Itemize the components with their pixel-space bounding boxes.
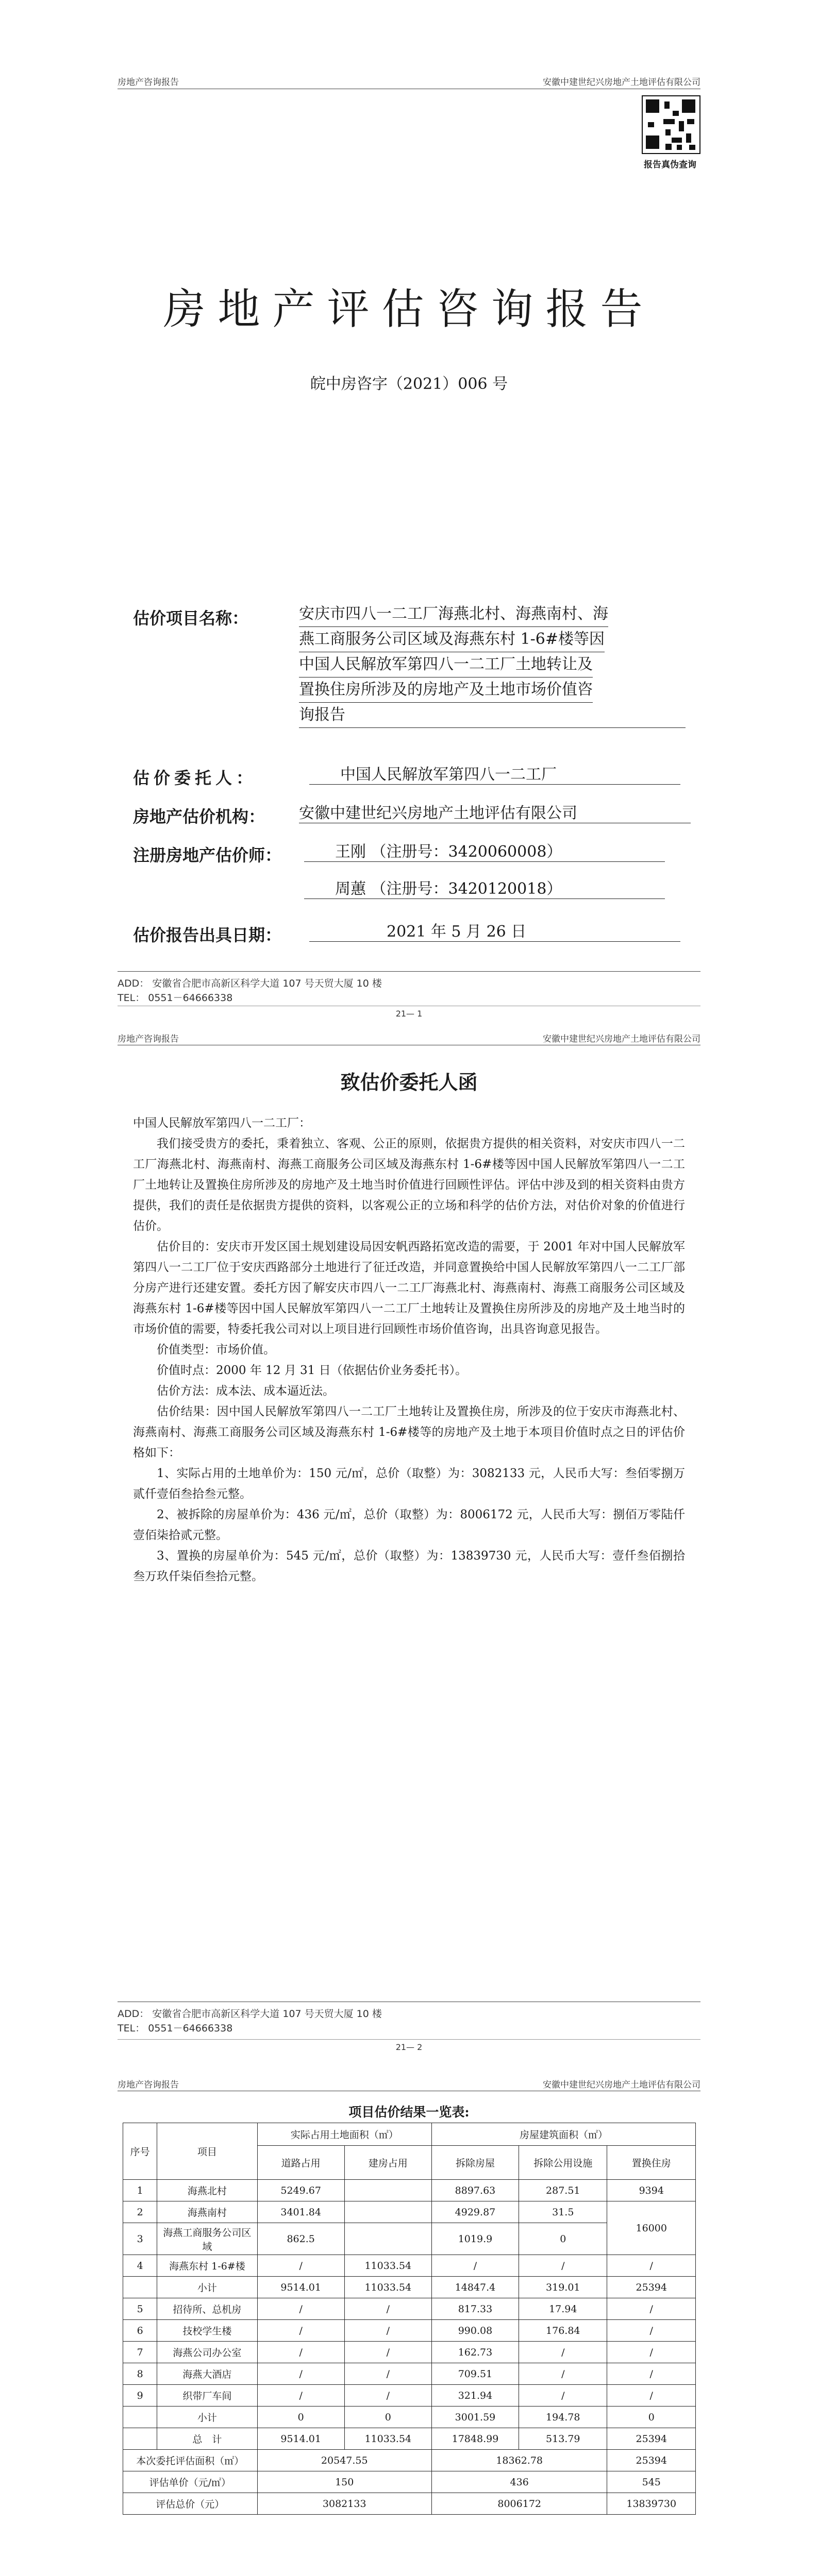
subtotal-row <box>123 2406 696 2428</box>
cell: 862.5 <box>257 2223 344 2255</box>
letter-paragraph: 估价结果：因中国人民解放军第四八一二工厂土地转让及置换住房，所涉及的位于安庆市海燕北村、海燕南村、海燕工商服务公司区域及海燕东村 1-6#楼等的房地产及土地于本项目价值时点之日的评估价格如下： <box>133 1405 685 1460</box>
appraiser-1: 王刚 （注册号：3420060008） <box>304 839 665 862</box>
page-number-1: 21— 1 <box>395 1009 423 1019</box>
header-left: 房地产咨询报告 <box>118 77 179 88</box>
cell: 545 <box>607 2471 696 2493</box>
cell: 9514.01 <box>257 2428 344 2450</box>
letter-paragraph: 价值类型：市场价值。 <box>157 1343 275 1357</box>
cell: 本次委托评估面积（㎡） <box>123 2450 258 2471</box>
cell <box>344 2180 431 2201</box>
cell: 5249.67 <box>257 2180 344 2201</box>
result-item: 2、被拆除的房屋单价为：436 元/㎡，总价（取整）为：8006172 元，人民币大写：捌佰万零陆仟壹佰柒拾贰元整。 <box>133 1508 685 1542</box>
cell: 17.94 <box>519 2298 607 2320</box>
estimate-table <box>123 2123 696 2515</box>
cell: / <box>607 2320 696 2342</box>
page-number-2: 21— 2 <box>395 2042 423 2052</box>
cell: 8897.63 <box>431 2180 519 2201</box>
cell: 5 <box>123 2298 157 2320</box>
cell: / <box>257 2320 344 2342</box>
cell: 2 <box>123 2201 157 2223</box>
col-replace: 置换住房 <box>607 2146 696 2180</box>
header-right: 安徽中建世纪兴房地产土地评估有限公司 <box>543 1034 700 1044</box>
cell: 1 <box>123 2180 157 2201</box>
cell: 海燕南村 <box>157 2201 257 2223</box>
table-row <box>123 2255 696 2277</box>
cell: 11033.54 <box>344 2277 431 2298</box>
cell: / <box>257 2363 344 2385</box>
col-group-land: 实际占用土地面积（㎡） <box>257 2123 431 2146</box>
cell: 8 <box>123 2363 157 2385</box>
cell: 9514.01 <box>257 2277 344 2298</box>
cell: 3001.59 <box>431 2406 519 2428</box>
cell: 287.51 <box>519 2180 607 2201</box>
cell: 6 <box>123 2320 157 2342</box>
cell: 招待所、总机房 <box>157 2298 257 2320</box>
footer-tel-text: TEL： 0551－64666338 <box>118 992 233 1004</box>
letter-heading: 致估价委托人函 <box>340 1071 478 1094</box>
cell: 11033.54 <box>344 2428 431 2450</box>
cell: 25394 <box>607 2277 696 2298</box>
project-line: 置换住房所涉及的房地产及土地市场价值咨 <box>299 677 593 703</box>
cell: 4929.87 <box>431 2201 519 2223</box>
cell: 14847.4 <box>431 2277 519 2298</box>
area-row <box>123 2450 696 2471</box>
header-left: 房地产咨询报告 <box>118 1034 179 1044</box>
summary-page <box>0 2071 818 2576</box>
footer-address: ADD： 安徽省合肥市高新区科学大道 107 号天贸大厦 10 楼 <box>118 978 382 989</box>
letter-page <box>0 1025 818 2071</box>
cell: / <box>257 2298 344 2320</box>
project-name-value <box>299 602 691 728</box>
report-date-label: 估价报告出具日期： <box>133 925 282 945</box>
cell: 海燕大酒店 <box>157 2363 257 2385</box>
client-value: 中国人民解放军第四八一二工厂 <box>309 761 680 785</box>
cover-page <box>0 0 818 994</box>
appraiser-2: 周蕙 （注册号：3420120018） <box>304 876 665 899</box>
table-row <box>123 2342 696 2363</box>
report-number: 皖中房咨字（2021）006 号 <box>310 375 508 393</box>
cell: 162.73 <box>431 2342 519 2363</box>
cell: / <box>344 2342 431 2363</box>
qr-caption: 报告真伪查询 <box>644 160 696 170</box>
footer-tel-text: TEL： 0551－64666338 <box>118 2023 233 2034</box>
cell: / <box>344 2385 431 2406</box>
cell: / <box>344 2298 431 2320</box>
letter-paragraph: 估价方法：成本法、成本逼近法。 <box>157 1384 335 1398</box>
page-divider <box>118 2039 700 2040</box>
table-row <box>123 2320 696 2342</box>
cell: 25394 <box>607 2450 696 2471</box>
cell: 海燕北村 <box>157 2180 257 2201</box>
cell: 技校学生楼 <box>157 2320 257 2342</box>
header-right: 安徽中建世纪兴房地产土地评估有限公司 <box>543 77 700 88</box>
cell: 总 计 <box>157 2428 257 2450</box>
cell: 海燕东村 1-6#楼 <box>157 2255 257 2277</box>
cell: 709.51 <box>431 2363 519 2385</box>
agency-value: 安徽中建世纪兴房地产土地评估有限公司 <box>299 800 691 823</box>
project-line: 询报告 <box>299 703 686 728</box>
table-row <box>123 2180 696 2201</box>
report-title: 房地产评估咨询报告 <box>163 285 655 334</box>
cell: 0 <box>257 2406 344 2428</box>
letter-paragraph: 估价目的：安庆市开发区国土规划建设局因安帆西路拓宽改造的需要，于 2001 年对中国人民解放军第四八一二工厂位于安庆西路部分土地进行了征迁改造，并同意置换给中国人民解放军第四八一二工厂部分房产进行还建安置。委托方因了解安庆市四八一二工厂海燕北村、海燕南村、海燕工商服务公司区域及海燕东村 1-6#楼等因中国人民解放军第四八一二工厂土地转让及置换住房所涉及的房地产及土地当时的市场价值的需要，特委托我公司对以上项目进行回顾性市场价值咨询，出具咨询意见报告。 <box>133 1240 685 1336</box>
cell: 20547.55 <box>257 2450 431 2471</box>
cell: / <box>519 2342 607 2363</box>
cell-merged-replace: 16000 <box>607 2201 696 2255</box>
cell: 13839730 <box>607 2493 696 2515</box>
cell: 9 <box>123 2385 157 2406</box>
cell: 990.08 <box>431 2320 519 2342</box>
cell: 0 <box>607 2406 696 2428</box>
project-name-label: 估价项目名称： <box>133 608 249 628</box>
total-row <box>123 2428 696 2450</box>
col-seq: 序号 <box>123 2123 157 2180</box>
cell: 11033.54 <box>344 2255 431 2277</box>
table-row <box>123 2385 696 2406</box>
cell: 3 <box>123 2223 157 2255</box>
cell: / <box>257 2255 344 2277</box>
col-build: 建房占用 <box>344 2146 431 2180</box>
footer-tel <box>118 991 700 1005</box>
cell: / <box>607 2342 696 2363</box>
letter-paragraph: 价值时点：2000 年 12 月 31 日（依据估价业务委托书）。 <box>157 1364 468 1377</box>
agency-label: 房地产估价机构： <box>133 807 265 826</box>
letter-salutation: 中国人民解放军第四八一二工厂： <box>133 1116 311 1130</box>
cell: 150 <box>257 2471 431 2493</box>
header-right: 安徽中建世纪兴房地产土地评估有限公司 <box>543 2080 700 2090</box>
cell: 评估总价（元） <box>123 2493 258 2515</box>
col-road: 道路占用 <box>257 2146 344 2180</box>
project-line: 燕工商服务公司区域及海燕东村 1-6#楼等因 <box>299 627 605 652</box>
page-footer <box>118 976 700 991</box>
cell: / <box>344 2320 431 2342</box>
cell: / <box>607 2255 696 2277</box>
cell: 海燕工商服务公司区域 <box>157 2223 257 2255</box>
cell: / <box>257 2342 344 2363</box>
cell: / <box>431 2255 519 2277</box>
table-row <box>123 2298 696 2320</box>
cell: 25394 <box>607 2428 696 2450</box>
subtotal-row <box>123 2277 696 2298</box>
cell: / <box>519 2363 607 2385</box>
table-row <box>123 2201 696 2223</box>
cell: / <box>257 2385 344 2406</box>
cell: 9394 <box>607 2180 696 2201</box>
cell: 0 <box>519 2223 607 2255</box>
col-public: 拆除公用设施 <box>519 2146 607 2180</box>
cell: 4 <box>123 2255 157 2277</box>
cell: 18362.78 <box>431 2450 607 2471</box>
cell <box>344 2201 431 2223</box>
cell: / <box>607 2298 696 2320</box>
cell <box>123 2406 157 2428</box>
cell: 小计 <box>157 2406 257 2428</box>
letter-body <box>133 1113 685 1587</box>
total-price-row <box>123 2493 696 2515</box>
cell: 321.94 <box>431 2385 519 2406</box>
cell: / <box>607 2363 696 2385</box>
unit-price-row <box>123 2471 696 2493</box>
letter-paragraph: 我们接受贵方的委托，秉着独立、客观、公正的原则，依据贵方提供的相关资料，对安庆市四八一二工厂海燕北村、海燕南村、海燕工商服务公司区域及海燕东村 1-6#楼等因中国人民解放军第四八一二工厂土地转让及置换住房所涉及的房地产及土地当时价值进行回顾性评估。评估中涉及到的相关资料由贵方提供，我们的责任是依据贵方提供的资料，以客观公正的立场和科学的估价方法，对估价对象的价值进行估价。 <box>133 1137 685 1233</box>
cell: 176.84 <box>519 2320 607 2342</box>
cell: 7 <box>123 2342 157 2363</box>
cell: 194.78 <box>519 2406 607 2428</box>
cell: 31.5 <box>519 2201 607 2223</box>
cell <box>344 2223 431 2255</box>
cell: 评估单价（元/㎡） <box>123 2471 258 2493</box>
summary-heading: 项目估价结果一览表: <box>348 2105 470 2120</box>
cell <box>123 2277 157 2298</box>
cell: 319.01 <box>519 2277 607 2298</box>
cell: 3082133 <box>257 2493 431 2515</box>
cell: / <box>607 2385 696 2406</box>
project-line: 安庆市四八一二工厂海燕北村、海燕南村、海 <box>299 602 608 627</box>
result-item: 1、实际占用的土地单价为：150 元/㎡，总价（取整）为：3082133 元，人民币大写：叁佰零捌万贰仟壹佰叁拾叁元整。 <box>133 1467 685 1501</box>
cell: 织带厂车间 <box>157 2385 257 2406</box>
table-row <box>123 2363 696 2385</box>
cell: 1019.9 <box>431 2223 519 2255</box>
cell: / <box>519 2385 607 2406</box>
col-demo: 拆除房屋 <box>431 2146 519 2180</box>
cell: 3401.84 <box>257 2201 344 2223</box>
client-label: 估价委托人： <box>133 768 257 788</box>
header-left: 房地产咨询报告 <box>118 2080 179 2090</box>
cell: 436 <box>431 2471 607 2493</box>
cell <box>123 2428 157 2450</box>
footer-address: ADD： 安徽省合肥市高新区科学大道 107 号天贸大厦 10 楼 <box>118 2008 382 2020</box>
cell: 17848.99 <box>431 2428 519 2450</box>
page-footer <box>118 2007 700 2036</box>
project-line: 中国人民解放军第四八一二工厂土地转让及 <box>299 652 593 677</box>
qr-code-icon[interactable] <box>642 95 700 154</box>
cell: 513.79 <box>519 2428 607 2450</box>
result-item: 3、置换的房屋单价为：545 元/㎡，总价（取整）为：13839730 元，人民币大写：壹仟叁佰捌拾叁万玖仟柒佰叁拾元整。 <box>133 1549 685 1583</box>
cell: / <box>344 2363 431 2385</box>
footer-rule <box>118 971 700 972</box>
cell: 0 <box>344 2406 431 2428</box>
appraiser-label: 注册房地产估价师： <box>133 845 282 865</box>
cell: 8006172 <box>431 2493 607 2515</box>
cell: / <box>519 2255 607 2277</box>
col-group-building: 房屋建筑面积（㎡） <box>431 2123 695 2146</box>
cell: 817.33 <box>431 2298 519 2320</box>
report-date-value: 2021 年 5 月 26 日 <box>309 919 680 942</box>
cell: 海燕公司办公室 <box>157 2342 257 2363</box>
col-item: 项目 <box>157 2123 257 2180</box>
cell: 小计 <box>157 2277 257 2298</box>
